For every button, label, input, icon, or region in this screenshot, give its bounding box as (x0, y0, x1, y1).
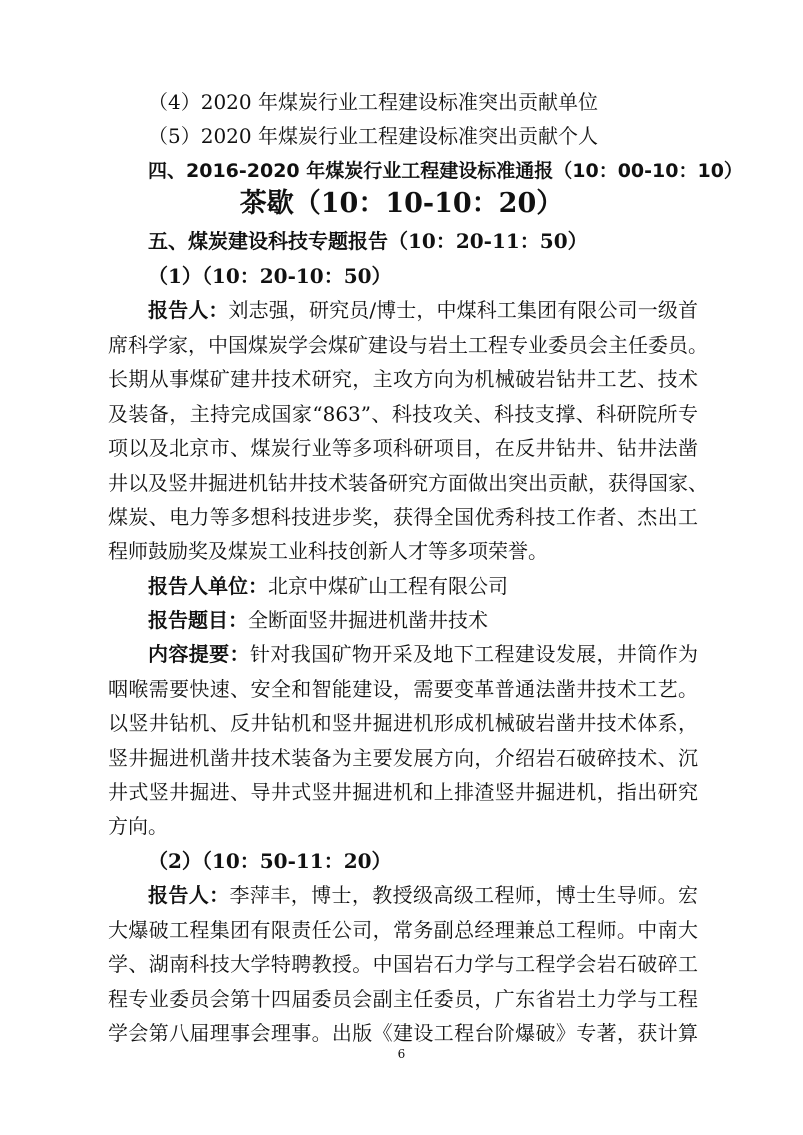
talk-1-reporter-line: 项以及北京市、煤炭行业等多项科研项目，在反井钻井、钻井法凿 (108, 436, 698, 460)
talk-1-abstract-line: 井式竖井掘进、导井式竖井掘进机和上排渣竖井掘进机，指出研究 (108, 780, 698, 804)
tea-break-heading: 茶歇（10：10-10：20） (239, 188, 564, 219)
section-4-heading: 四、2016-2020 年煤炭行业工程建设标准通报（10：00-10：10） (148, 160, 743, 182)
award-item-4: （4）2020 年煤炭行业工程建设标准突出贡献单位 (148, 90, 598, 114)
talk-1-reporter-line: 长期从事煤矿建井技术研究，主攻方向为机械破岩钻井工艺、技术 (108, 367, 698, 391)
award-item-5: （5）2020 年煤炭行业工程建设标准突出贡献个人 (148, 124, 598, 148)
talk-2-reporter-line (148, 881, 698, 909)
talk-1-reporter-line: 席科学家，中国煤炭学会煤矿建设与岩土工程专业委员会主任委员。 (108, 333, 708, 357)
talk-2-reporter-line: 学、湖南科技大学特聘教授。中国岩石力学与工程学会岩石破碎工 (108, 952, 698, 976)
reporter-label: 报告人： (148, 883, 230, 907)
talk-1-time: （1）（10：20-10：50） (148, 264, 392, 288)
talk-1-reporter-line: 井以及竖井掘进机钻井技术装备研究方面做出突出贡献，获得国家、 (108, 471, 708, 495)
talk-1-abstract-line (148, 640, 698, 668)
abstract-label: 内容提要： (148, 642, 250, 666)
talk-1-abstract-line: 方向。 (108, 814, 168, 838)
talk-2-reporter-line: 学会第八届理事会理事。出版《建设工程台阶爆破》专著，获计算 (108, 1021, 698, 1045)
unit-text: 北京中煤矿山工程有限公司 (268, 574, 508, 598)
talk-2-time: （2）（10：50-11：20） (148, 849, 392, 873)
reporter-label: 报告人： (148, 298, 229, 322)
talk-1-reporter-line: 程师鼓励奖及煤炭工业科技创新人才等多项荣誉。 (108, 539, 548, 563)
unit-label: 报告人单位： (148, 574, 268, 598)
talk-1-unit (148, 572, 508, 600)
talk-1-abstract-line: 以竖井钻机、反井钻机和竖井掘进机形成机械破岩凿井技术体系， (108, 711, 698, 735)
talk-1-reporter-line: 及装备，主持完成国家“863”、科技攻关、科技支撑、科研院所专 (108, 402, 698, 426)
page-number: 6 (397, 1047, 406, 1061)
talk-1-reporter-line: 煤炭、电力等多想科技进步奖，获得全国优秀科技工作者、杰出工 (108, 505, 698, 529)
talk-1-reporter-line (148, 296, 698, 324)
topic-label: 报告题目： (148, 608, 248, 632)
reporter-text: 李萍丰，博士，教授级高级工程师，博士生导师。宏 (229, 883, 699, 907)
talk-1-topic (148, 606, 488, 634)
talk-1-abstract-line: 竖井掘进机凿井技术装备为主要发展方向，介绍岩石破碎技术、沉 (108, 746, 698, 770)
talk-1-abstract-line: 咽喉需要快速、安全和智能建设，需要变革普通法凿井技术工艺。 (108, 677, 698, 701)
talk-2-reporter-line: 程专业委员会第十四届委员会副主任委员，广东省岩土力学与工程 (108, 987, 698, 1011)
abstract-text: 针对我国矿物开采及地下工程建设发展，井筒作为 (249, 642, 699, 666)
reporter-text: 刘志强，研究员/博士，中煤科工集团有限公司一级首 (228, 298, 698, 322)
section-5-heading: 五、煤炭建设科技专题报告（10：20-11：50） (148, 229, 588, 253)
topic-text: 全断面竖井掘进机凿井技术 (248, 608, 488, 632)
talk-2-reporter-line: 大爆破工程集团有限责任公司，常务副总经理兼总工程师。中南大 (108, 918, 698, 942)
